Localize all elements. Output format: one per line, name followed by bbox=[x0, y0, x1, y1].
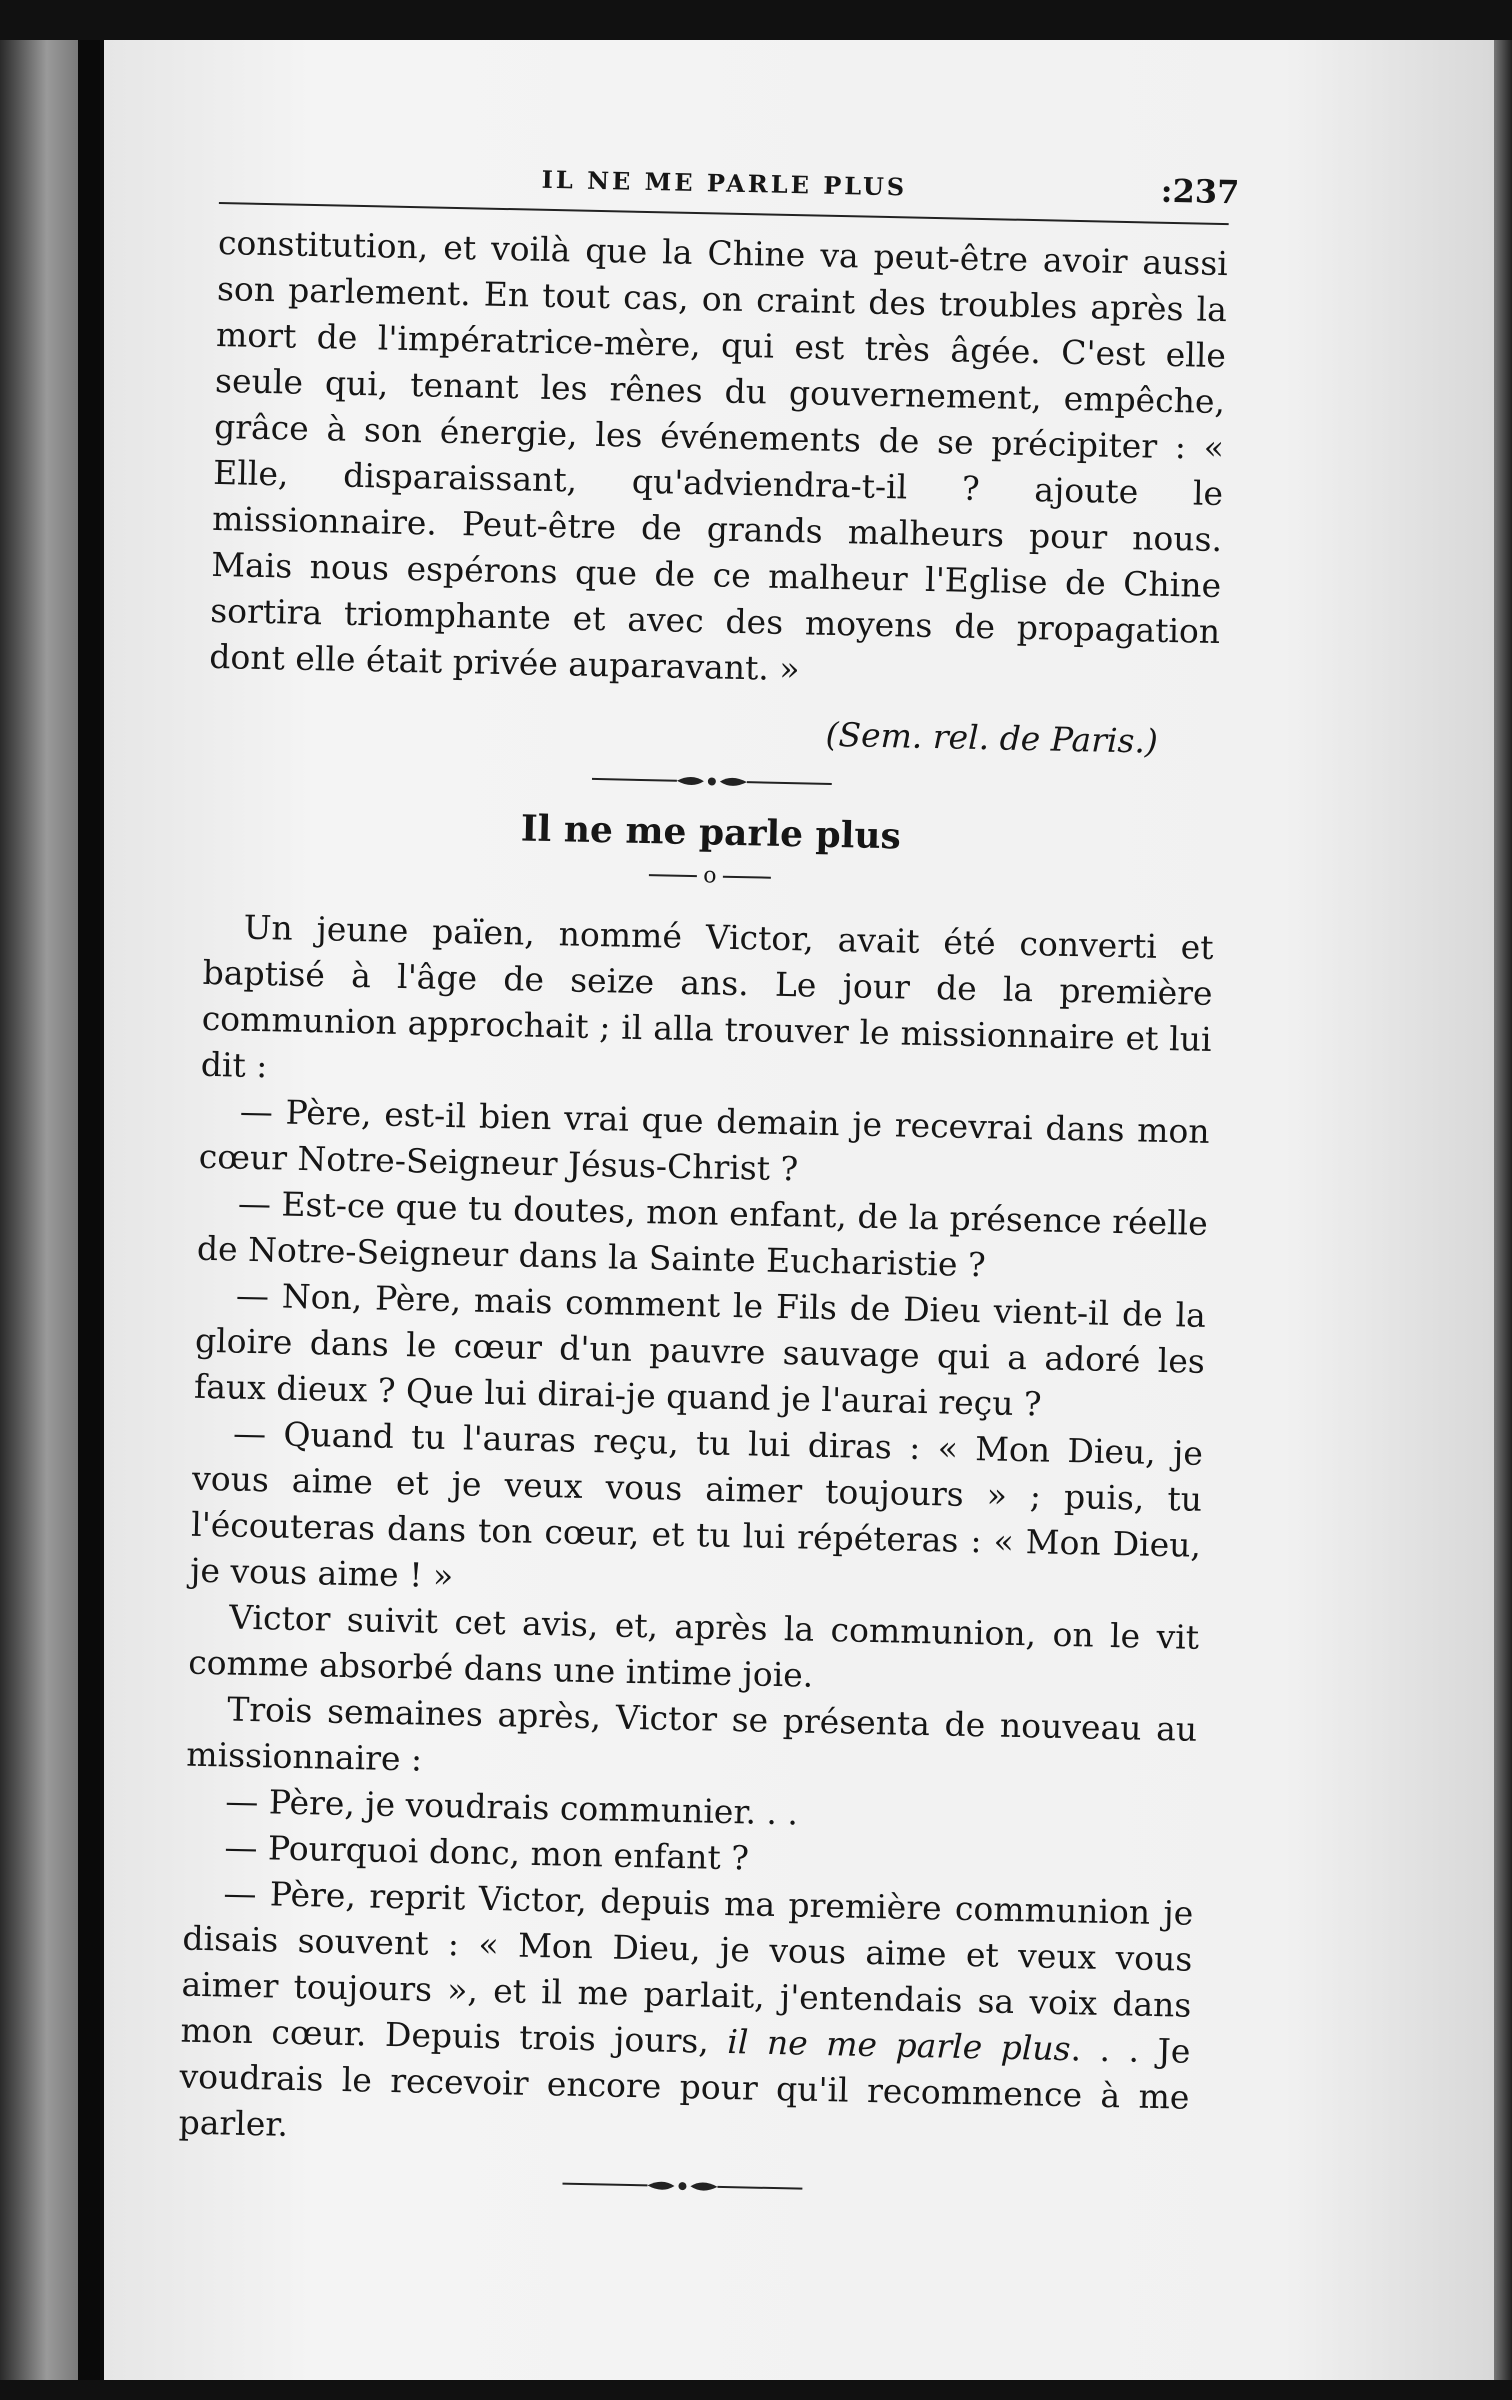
article-final-paragraph bbox=[178, 1870, 1194, 2167]
article-paragraph: — Non, Père, mais comment le Fils de Dieu vient-il de la gloire dans le cœur d'un pauvre sauvage qui a adoré les faux dieux ? Que lui dirai-je quand je l'aurai reçu ? bbox=[193, 1275, 1207, 1424]
article-paragraph: Victor suivit cet avis, et, après la communion, on le vit comme absorbé dans une intime joie. bbox=[187, 1597, 1200, 1695]
article-paragraph: — Quand tu l'auras reçu, tu lui diras : « Mon Dieu, je vous aime et je veux vous aimer toujours » ; puis, tu l'écouteras dans ton cœur, et tu lui répéteras : « Mon Dieu, je vous aime ! » bbox=[189, 1413, 1204, 1596]
article-paragraph: — Père, est-il bien vrai que demain je recevrai dans mon cœur Notre-Seigneur Jésus-Christ ? bbox=[198, 1091, 1211, 1189]
article-paragraph: — Est-ce que tu doutes, mon enfant, de la présence réelle de Notre-Seigneur dans la Sainte Eucharistie ? bbox=[196, 1183, 1209, 1285]
running-title: IL NE ME PARLE PLUS bbox=[541, 164, 908, 202]
final-paragraph-start: — Père, reprit Victor, depuis ma première communion je disais souvent : « Mon Dieu, je vous aime et veux vous aimer toujours », et il me parlait, j'entendais sa voix dans mon cœur. Depuis trois jours, bbox=[180, 1873, 1194, 2062]
article-paragraph: — Pourquoi donc, mon enfant ? bbox=[224, 1827, 750, 1878]
article-title: Il ne me parle plus bbox=[520, 807, 902, 858]
page-content bbox=[177, 150, 1240, 2227]
final-paragraph-end: . . . Je voudrais le recevoir encore pour qu'il recommence à me parler. bbox=[178, 2029, 1191, 2144]
facing-page-edge bbox=[0, 40, 78, 2380]
article-paragraph: Un jeune païen, nommé Victor, avait été converti et baptisé à l'âge de seize ans. Le jour de la première communion approchait ; il alla trouver le missionnaire et lui dit : bbox=[200, 907, 1214, 1086]
end-ornament-divider bbox=[177, 2166, 1187, 2207]
section-ornament-divider bbox=[207, 761, 1217, 802]
article-paragraph: Trois semaines après, Victor se présenta de nouveau au missionnaire : bbox=[185, 1689, 1198, 1779]
page-stack-edge bbox=[1494, 40, 1512, 2380]
continuation-paragraph: constitution, et voilà que la Chine va peut-être avoir aussi son parlement. En tout cas, on craint des troubles après la mort de l'impératrice-mère, qui est très âgée. C'est elle seule qui, tenant les rênes du gouvernement, empêche, grâce à son énergie, les événements de se précipiter : « Elle, disparaissant, qu'adviendra-t-il ? ajoute le missionnaire. Peut-être de grands malheurs pour nous. Mais nous espérons que de ce malheur l'Eglise de Chine sortira triomphante et avec des moyens de propagation dont elle était privée auparavant. » bbox=[208, 222, 1229, 689]
article-paragraph: — Père, je voudrais communier. . . bbox=[225, 1781, 799, 1833]
final-paragraph-emphasis: il ne me parle plus bbox=[726, 2022, 1072, 2069]
source-citation: (Sem. rel. de Paris.) bbox=[825, 714, 1159, 761]
title-divider-mark: o bbox=[703, 863, 717, 889]
page-number: :237 bbox=[1160, 171, 1240, 212]
book-gutter bbox=[78, 40, 104, 2380]
